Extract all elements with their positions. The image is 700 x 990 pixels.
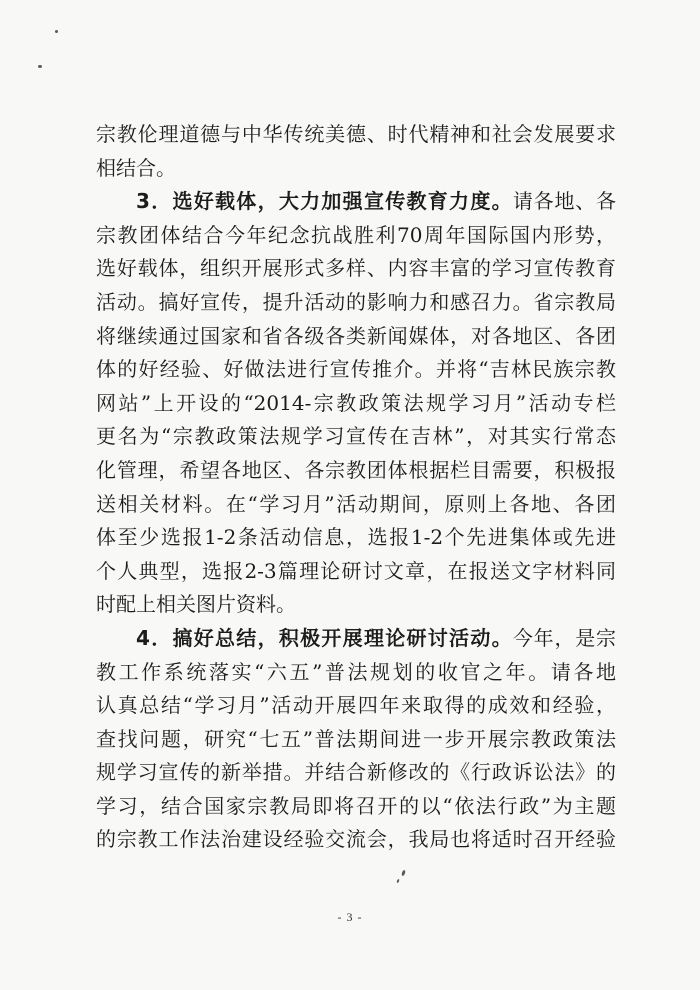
text-line: 请各地、各 (512, 189, 616, 214)
page-number: - 3 - (337, 910, 363, 924)
text-line: 更名为“宗教政策法规学习宣传在吉林”，对其实行常态 (96, 424, 616, 449)
section-heading-4: 4．搞好总结，积极开展理论研讨活动。 (136, 625, 513, 650)
section-heading-3: 3．选好载体，大力加强宣传教育力度。 (136, 189, 513, 214)
paragraph-4-first-line (96, 622, 616, 656)
text-line: 体至少选报1-2条活动信息，选报1-2个先进集体或先进 (96, 525, 616, 550)
text-line: 查找问题，研究“七五”普法期间进一步开展宗教政策法 (96, 726, 616, 751)
text-line: 规学习宣传的新举措。并结合新修改的《行政诉讼法》的 (96, 760, 616, 785)
text-line: 宗教伦理道德与中华传统美德、时代精神和社会发展要求 (96, 122, 616, 146)
text-line: 相结合。 (96, 155, 176, 180)
text-line: 认真总结“学习月”活动开展四年来取得的成效和经验， (96, 693, 616, 718)
text-line: 今年，是宗 (512, 625, 616, 650)
text-line: 宗教团体结合今年纪念抗战胜利70周年国际国内形势， (96, 222, 616, 247)
text-line: 网站”上开设的“2014-宗教政策法规学习月”活动专栏 (96, 390, 616, 415)
text-line: 的宗教工作法治建设经验交流会，我局也将适时召开经验 (96, 827, 616, 852)
text-line: 学习，结合国家宗教局即将召开的以“依法行政”为主题 (96, 793, 616, 818)
text-line: 选好载体，组织开展形式多样、内容丰富的学习宣传教育 (96, 256, 616, 281)
paragraph-3-first-line (96, 185, 616, 219)
text-line: 体的好经验、好做法进行宣传推介。并将“吉林民族宗教 (96, 357, 616, 382)
document-body (96, 118, 616, 857)
scan-speck (55, 30, 58, 33)
text-line: 活动。搞好宣传，提升活动的影响力和感召力。省宗教局 (96, 289, 616, 314)
text-line: 教工作系统落实“六五”普法规划的收官之年。请各地 (96, 659, 616, 684)
scan-speck (396, 879, 399, 883)
text-line: 化管理，希望各地区、各宗教团体根据栏目需要，积极报 (96, 457, 616, 482)
text-line: 将继续通过国家和省各级各类新闻媒体，对各地区、各团 (96, 323, 616, 348)
text-line: 时配上相关图片资料。 (96, 592, 296, 617)
scan-speck (401, 870, 406, 877)
text-line: 送相关材料。在“学习月”活动期间，原则上各地、各团 (96, 491, 616, 516)
scan-speck (38, 65, 42, 68)
text-line: 个人典型，选报2-3篇理论研讨文章，在报送文字材料同 (96, 558, 616, 583)
